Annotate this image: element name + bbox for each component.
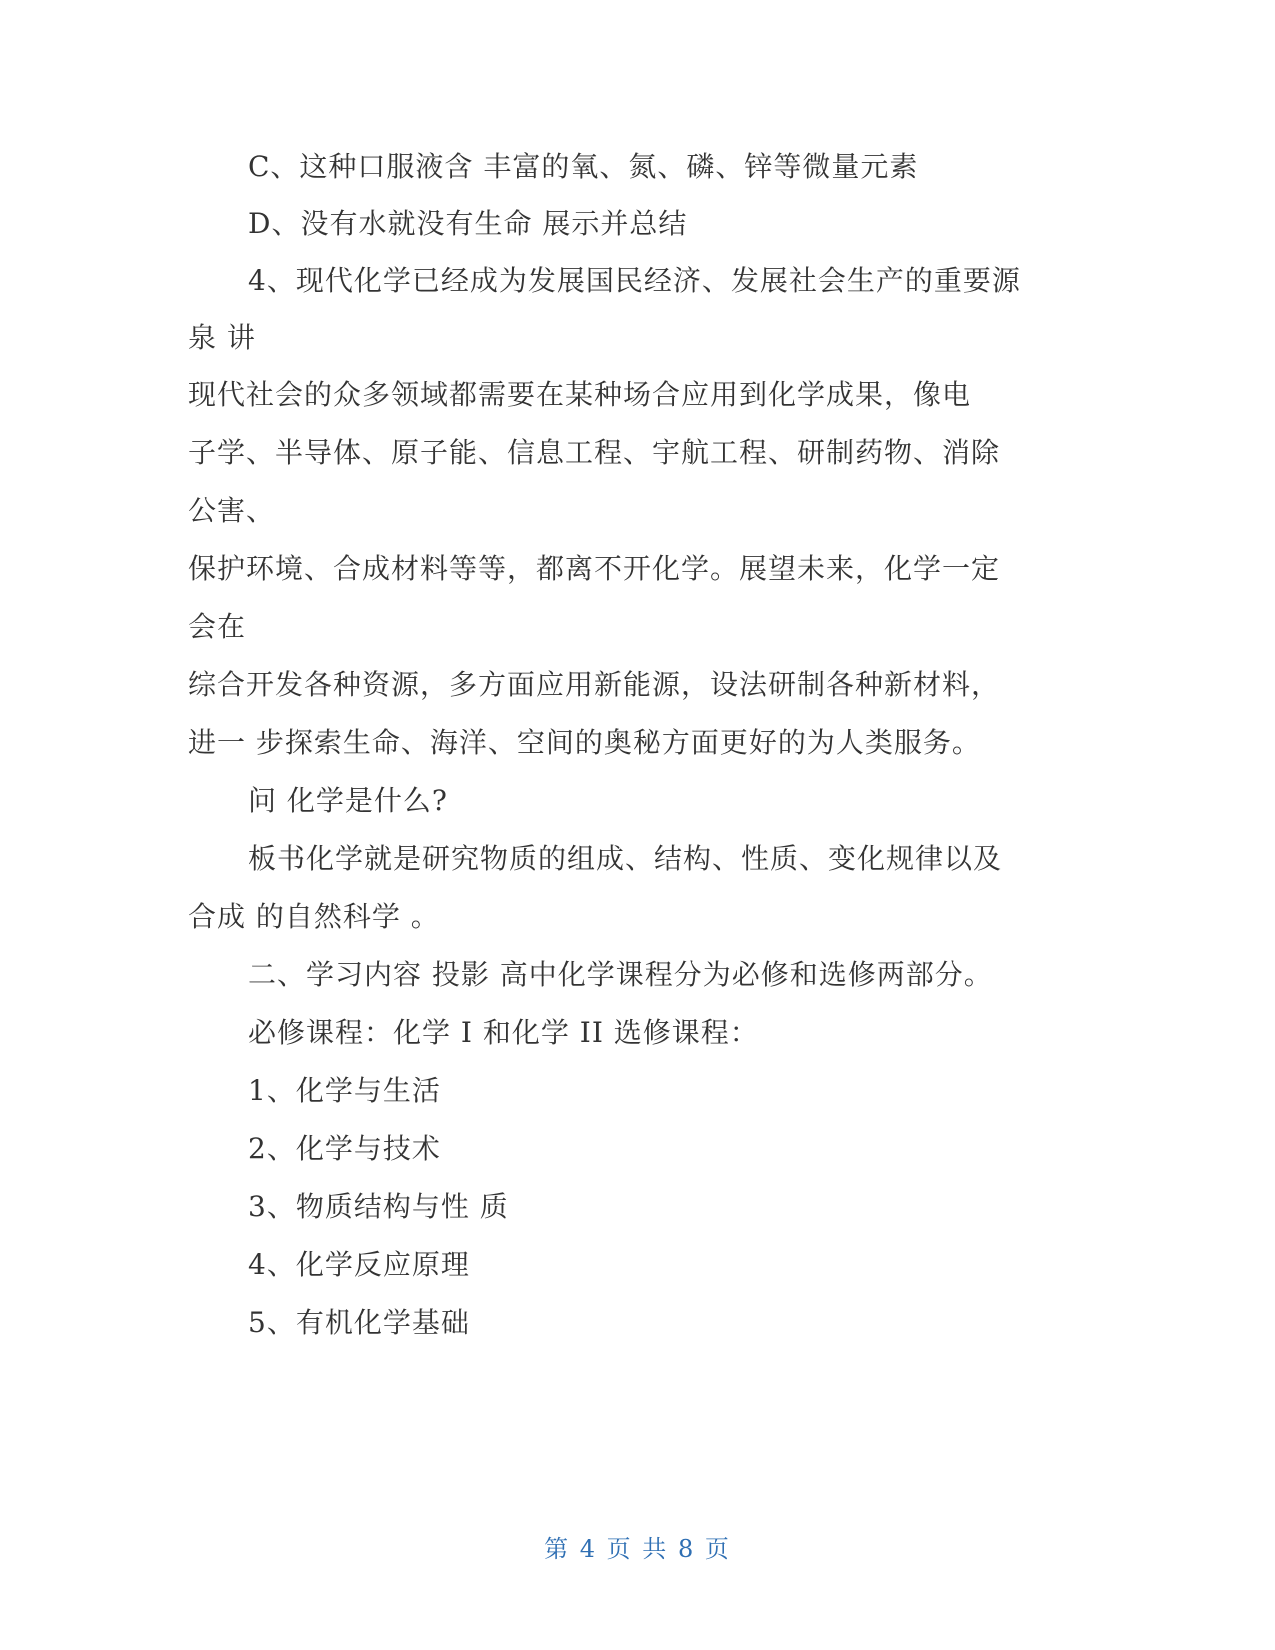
text-line: 综合开发各种资源，多方面应用新能源，设法研制各种新材料， — [188, 668, 1001, 701]
text-line: 二、学习内容 投影 高中化学课程分为必修和选修两部分。 — [248, 958, 993, 991]
text-line: D、没有水就没有生命 展示并总结 — [248, 207, 688, 240]
text-line: C、这种口服液含 丰富的氧、氮、磷、锌等微量元素 — [248, 150, 919, 183]
list-item: 1、化学与生活 — [248, 1074, 441, 1107]
list-item: 5、有机化学基础 — [248, 1306, 470, 1339]
text-line: 合成 的自然科学 。 — [188, 900, 440, 933]
list-item: 2、化学与技术 — [248, 1132, 441, 1165]
text-line: 板书化学就是研究物质的组成、结构、性质、变化规律以及 — [248, 842, 1003, 875]
text-line: 4、现代化学已经成为发展国民经济、发展社会生产的重要源 — [248, 264, 1021, 297]
text-line: 泉 讲 — [188, 321, 256, 354]
page-number-footer: 第 4 页 共 8 页 — [544, 1535, 731, 1563]
text-line: 进一 步探索生命、海洋、空间的奥秘方面更好的为人类服务。 — [188, 726, 981, 759]
text-line: 子学、半导体、原子能、信息工程、宇航工程、研制药物、消除 — [188, 436, 1001, 469]
text-line: 公害、 — [188, 494, 276, 527]
list-item: 4、化学反应原理 — [248, 1248, 470, 1281]
text-line: 保护环境、合成材料等等，都离不开化学。展望未来，化学一定 — [188, 552, 1001, 585]
text-line: 现代社会的众多领域都需要在某种场合应用到化学成果，像电 — [188, 378, 972, 411]
list-item: 3、物质结构与性 质 — [248, 1190, 509, 1223]
text-line: 会在 — [188, 610, 247, 643]
text-line: 必修课程：化学 I 和化学 II 选修课程： — [248, 1016, 759, 1049]
text-line: 问 化学是什么? — [248, 784, 448, 817]
